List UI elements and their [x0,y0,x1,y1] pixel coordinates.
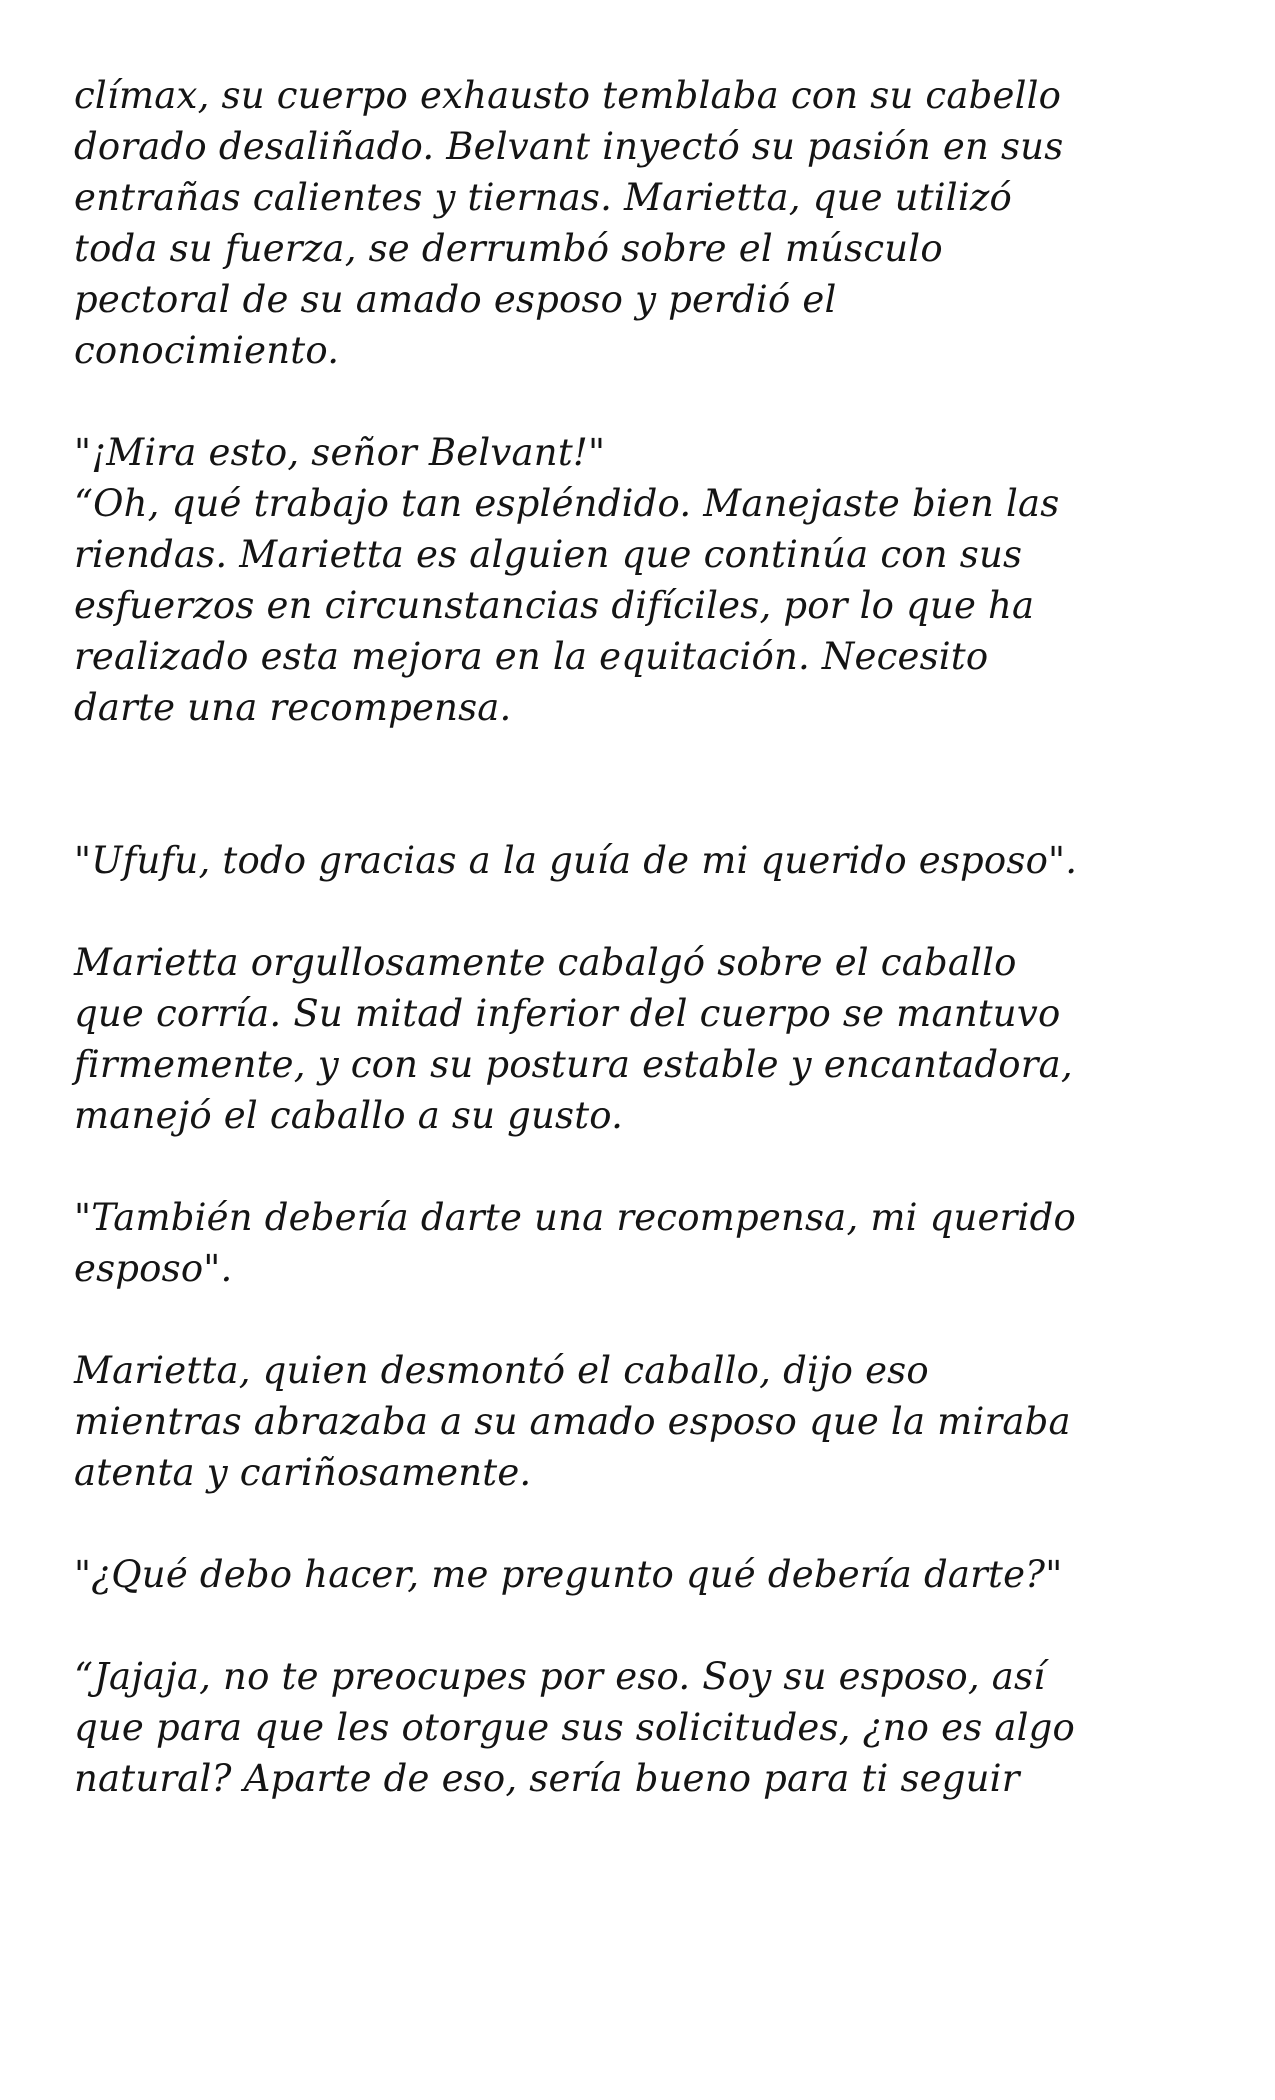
paragraph-oh-que-trabajo: “Oh, qué trabajo tan espléndido. Manejaste bien las riendas. Marietta es alguien que continúa con sus esfuerzos en circunstancias difíciles, por lo que ha realizado esta mejora en la equitación. Necesito darte una recompensa. [74,482,1060,729]
paragraph-marietta-cabalgo: Marietta orgullosamente cabalgó sobre el caballo que corría. Su mitad inferior del cuerpo se mantuvo firmemente, y con su postura estable y encantadora, manejó el caballo a su gusto. [74,941,1073,1137]
paragraph-ufufu: "Ufufu, todo gracias a la guía de mi querido esposo". [74,839,1078,882]
paragraph-que-debo-hacer: "¿Qué debo hacer, me pregunto qué debería darte?" [74,1553,1063,1596]
document-page [74,70,1234,1804]
paragraph-marietta-desmonto: Marietta, quien desmontó el caballo, dijo eso mientras abrazaba a su amado esposo que la miraba atenta y cariñosamente. [74,1349,1071,1494]
paragraph-mira-esto: "¡Mira esto, señor Belvant!" [74,431,606,474]
paragraph-climax: clímax, su cuerpo exhausto temblaba con su cabello dorado desaliñado. Belvant inyectó su pasión en sus entrañas calientes y tiernas. Marietta, que utilizó toda su fuerza, se derrumbó sobre el músculo pectoral de su amado esposo y perdió el conocimiento. [74,74,1064,372]
paragraph-jajaja: “Jajaja, no te preocupes por eso. Soy su esposo, así que para que les otorgue sus solicitudes, ¿no es algo natural? Aparte de eso, sería bueno para ti seguir [74,1655,1076,1800]
paragraph-tambien-deberia: "También debería darte una recompensa, mi querido esposo". [74,1196,1076,1290]
